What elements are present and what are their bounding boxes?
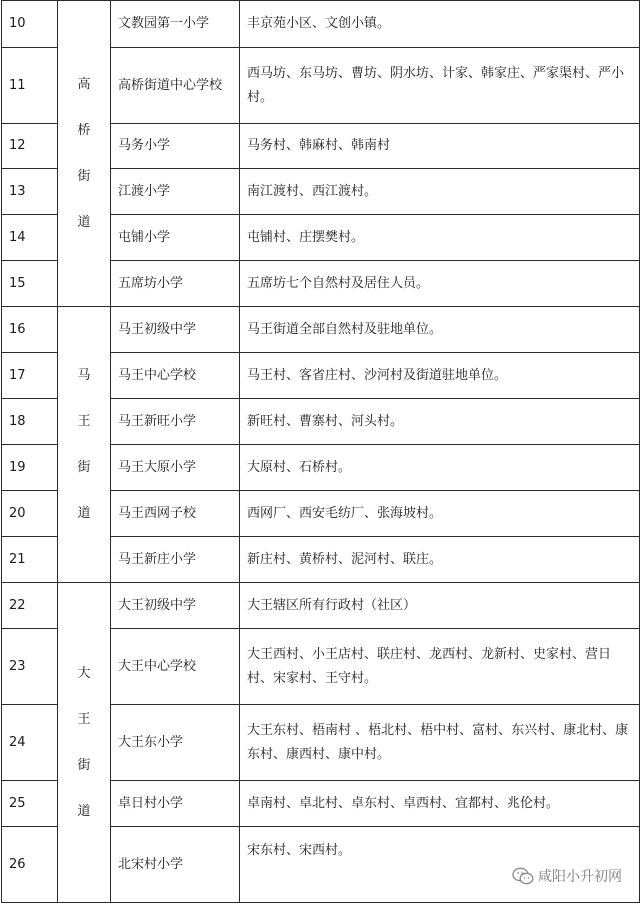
- row-number: 13: [2, 169, 58, 215]
- enrollment-area: 西马坊、东马坊、曹坊、阴水坊、计家、韩家庄、严家渠村、严小村。: [240, 48, 640, 124]
- school-name: 卓日村小学: [111, 781, 240, 827]
- district-char: 桥: [77, 122, 91, 138]
- school-name: 五席坊小学: [111, 261, 240, 307]
- row-number: 19: [2, 445, 58, 491]
- school-name: 江渡小学: [111, 169, 240, 215]
- district-char: 王: [77, 413, 91, 429]
- enrollment-area: 新旺村、曹寨村、河头村。: [240, 399, 640, 445]
- district-char: 马: [77, 367, 91, 383]
- enrollment-area: 屯铺村、庄摆樊村。: [240, 215, 640, 261]
- row-number: 22: [2, 583, 58, 629]
- district-char: 高: [77, 76, 91, 92]
- school-name: 文教园第一小学: [111, 1, 240, 48]
- enrollment-area: 大王东村、梧南村 、梧北村、梧中村、富村、东兴村、康北村、康东村、康西村、康中村。: [240, 705, 640, 781]
- district-char: 道: [77, 803, 91, 819]
- table-row: [2, 1, 640, 48]
- enrollment-area: 马王村、客省庄村、沙河村及街道驻地单位。: [240, 353, 640, 399]
- school-district-table: [1, 0, 640, 903]
- row-number: 10: [2, 1, 58, 48]
- watermark: [512, 866, 622, 886]
- district-char: 街: [77, 459, 91, 475]
- table-row: [2, 583, 640, 629]
- school-name: 马王初级中学: [111, 307, 240, 353]
- district-char: 大: [77, 665, 91, 681]
- enrollment-area: 宋东村、宋西村。: [240, 827, 640, 903]
- table-row: [2, 307, 640, 353]
- wechat-icon: [512, 867, 534, 885]
- school-name: 屯铺小学: [111, 215, 240, 261]
- school-name: 马王西网子校: [111, 491, 240, 537]
- row-number: 12: [2, 124, 58, 169]
- row-number: 26: [2, 827, 58, 903]
- district-dawang: [58, 583, 111, 903]
- row-number: 23: [2, 629, 58, 705]
- enrollment-area: 南江渡村、西江渡村。: [240, 169, 640, 215]
- enrollment-area: 新庄村、黄桥村、泥河村、联庄。: [240, 537, 640, 583]
- school-name: 马王中心学校: [111, 353, 240, 399]
- row-number: 15: [2, 261, 58, 307]
- school-name: 大王东小学: [111, 705, 240, 781]
- enrollment-area: 西网厂、西安毛纺厂、张海坡村。: [240, 491, 640, 537]
- row-number: 17: [2, 353, 58, 399]
- school-name: 高桥街道中心学校: [111, 48, 240, 124]
- enrollment-area: 丰京苑小区、文创小镇。: [240, 1, 640, 48]
- row-number: 14: [2, 215, 58, 261]
- school-name: 大王初级中学: [111, 583, 240, 629]
- enrollment-area: 五席坊七个自然村及居住人员。: [240, 261, 640, 307]
- row-number: 21: [2, 537, 58, 583]
- enrollment-area: 大王西村、小王店村、联庄村、龙西村、龙新村、史家村、营日村、宋家村、王守村。: [240, 629, 640, 705]
- row-number: 25: [2, 781, 58, 827]
- school-name: 马王新庄小学: [111, 537, 240, 583]
- row-number: 16: [2, 307, 58, 353]
- enrollment-area: 马王街道全部自然村及驻地单位。: [240, 307, 640, 353]
- district-gaoqiao: [58, 1, 111, 307]
- school-name: 马王新旺小学: [111, 399, 240, 445]
- district-char: 街: [77, 757, 91, 773]
- school-name: 北宋村小学: [111, 827, 240, 903]
- district-mawang: [58, 307, 111, 583]
- enrollment-area: 马务村、韩麻村、韩南村: [240, 124, 640, 169]
- enrollment-area: 大王辖区所有行政村（社区）: [240, 583, 640, 629]
- enrollment-area: 卓南村、卓北村、卓东村、卓西村、宜都村、兆伦村。: [240, 781, 640, 827]
- watermark-text: 咸阳小升初网: [538, 869, 622, 885]
- school-name: 大王中心学校: [111, 629, 240, 705]
- district-char: 王: [77, 711, 91, 727]
- school-name: 马务小学: [111, 124, 240, 169]
- row-number: 11: [2, 48, 58, 124]
- row-number: 24: [2, 705, 58, 781]
- district-char: 道: [77, 214, 91, 230]
- district-char: 道: [77, 505, 91, 521]
- row-number: 20: [2, 491, 58, 537]
- row-number: 18: [2, 399, 58, 445]
- enrollment-area: 大原村、石桥村。: [240, 445, 640, 491]
- district-char: 街: [77, 168, 91, 184]
- school-name: 马王大原小学: [111, 445, 240, 491]
